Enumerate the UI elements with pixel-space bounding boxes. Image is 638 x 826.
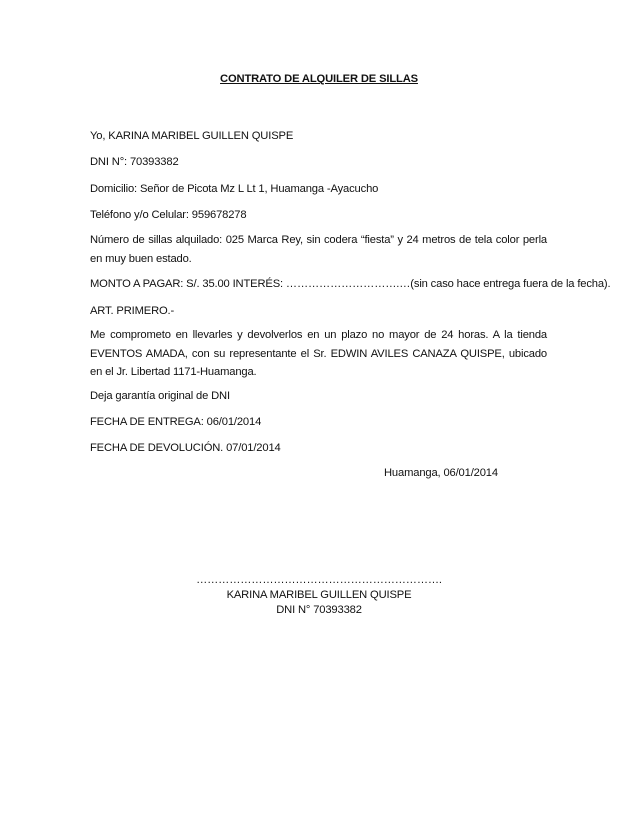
place-date: Huamanga, 06/01/2014 <box>384 467 498 479</box>
signer-dni: DNI N° 70393382 <box>276 604 362 616</box>
signature-line: …………………………………………………………. <box>196 574 442 586</box>
phone-line: Teléfono y/o Celular: 959678278 <box>90 209 247 221</box>
article-heading: ART. PRIMERO.- <box>90 305 175 317</box>
dni-line: DNI N°: 70393382 <box>90 156 179 168</box>
amount-line: MONTO A PAGAR: S/. 35.00 INTERÉS: ………………………….…(sin caso hace entrega fuera de la fecha). <box>90 278 611 290</box>
delivery-date-line: FECHA DE ENTREGA: 06/01/2014 <box>90 416 262 428</box>
chairs-paragraph: Número de sillas alquilado: 025 Marca Rey, sin codera “fiesta” y 24 metros de tela color perla en muy buen estado. <box>90 234 547 265</box>
guarantee-line: Deja garantía original de DNI <box>90 390 230 402</box>
return-date-line: FECHA DE DEVOLUCIÓN. 07/01/2014 <box>90 442 281 454</box>
contract-title: CONTRATO DE ALQUILER DE SILLAS <box>220 73 418 85</box>
signer-name: KARINA MARIBEL GUILLEN QUISPE <box>226 589 412 601</box>
name-line: Yo, KARINA MARIBEL GUILLEN QUISPE <box>90 130 294 142</box>
commitment-paragraph: Me comprometo en llevarles y devolverlos en un plazo no mayor de 24 horas. A la tienda EVENTOS AMADA, con su representante el Sr. EDWIN AVILES CANAZA QUISPE, ubicado en el Jr. Libertad 1171-Huamanga. <box>90 329 547 378</box>
address-line: Domicilio: Señor de Picota Mz L Lt 1, Huamanga -Ayacucho <box>90 183 379 195</box>
